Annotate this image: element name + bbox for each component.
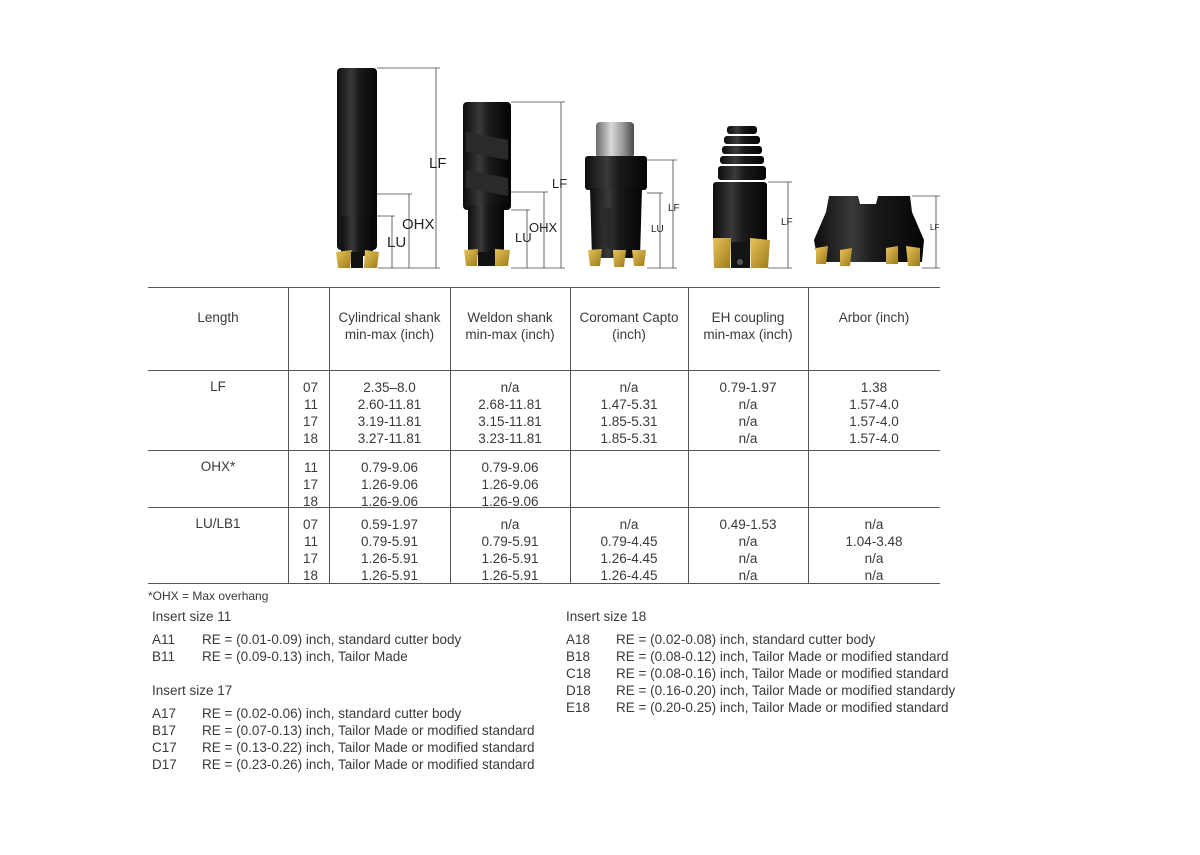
ohx-label: OHX [402, 216, 435, 233]
table-cell-value: 1.26-4.45 [600, 568, 658, 583]
header-arbor-cell [808, 287, 940, 370]
table-cell-value: 18 [302, 431, 318, 446]
table-cell-value: 1.26-9.06 [481, 494, 539, 509]
header-cylindrical-line1: Cylindrical shank [338, 310, 441, 325]
row-label: LU/LB1 [195, 516, 241, 531]
header-eh-line2: min-max (inch) [703, 327, 793, 342]
table-cell-value: n/a [500, 380, 520, 395]
insert-item [566, 631, 955, 648]
table-cell-value: 3.27-11.81 [357, 431, 422, 446]
table-cell-value: 2.35–8.0 [363, 380, 416, 395]
arbor-cell [808, 450, 940, 507]
table-cell-value: 1.57-4.0 [849, 431, 899, 446]
insert-group-17 [152, 683, 535, 773]
insert-item [152, 705, 535, 722]
table-cell-value: 07 [302, 380, 318, 395]
table-cell-value: 3.23-11.81 [478, 431, 542, 446]
eh-cell [688, 370, 808, 450]
insert-item [152, 739, 535, 756]
insert-description: RE = (0.08-0.12) inch, Tailor Made or modified standard [616, 649, 949, 664]
table-cell-value: 0.59-1.97 [360, 517, 419, 532]
table-cell-value: n/a [738, 551, 758, 566]
header-weldon-line2: min-max (inch) [465, 327, 555, 342]
table-cell-value: n/a [619, 380, 639, 395]
tool-illustrations [0, 0, 1200, 285]
cylindrical-shank-tool [336, 68, 447, 268]
footnote: *OHX = Max overhang [148, 589, 269, 603]
insert-group-18 [566, 609, 955, 716]
insert-code: D18 [566, 683, 591, 698]
table-cell-value: 1.38 [860, 380, 888, 395]
table-cell-value: n/a [738, 568, 758, 583]
lu-label: LU [651, 224, 664, 235]
insert-code: A18 [566, 632, 591, 647]
lf-label: LF [552, 176, 568, 191]
insert-code: C18 [566, 666, 591, 681]
coromant-capto-tool [585, 122, 680, 268]
table-cell-value: 18 [302, 568, 318, 583]
insert-size-cell [288, 507, 329, 583]
header-weldon-line1: Weldon shank [467, 310, 553, 325]
table-cell-value: 0.79-9.06 [360, 460, 419, 475]
insert-code: C17 [152, 740, 177, 755]
table-cell-value: 2.68-11.81 [478, 397, 542, 412]
lf-label: LF [930, 223, 940, 232]
table-cell-value: 1.04-3.48 [845, 534, 903, 549]
table-cell-value: 17 [302, 477, 318, 492]
table-cell-value: 1.85-5.31 [600, 431, 658, 446]
cylindrical-cell [329, 507, 450, 583]
header-length: Length [197, 310, 239, 325]
table-cell-value: n/a [738, 534, 758, 549]
weldon-cell [450, 450, 570, 507]
arbor-tool [814, 196, 940, 268]
eh-cell [688, 450, 808, 507]
lf-label: LF [429, 155, 447, 172]
header-capto-cell [570, 287, 688, 370]
insert-code: D17 [152, 757, 177, 772]
table-cell-value: 1.26-5.91 [481, 568, 539, 583]
table-cell-value: 1.47-5.31 [600, 397, 658, 412]
table-row [148, 450, 940, 507]
table-row [148, 370, 940, 450]
table-cell-value: 17 [302, 551, 318, 566]
table-cell-value: 0.49-1.53 [719, 517, 777, 532]
insert-code: A17 [152, 706, 177, 721]
lu-label: LU [387, 234, 407, 251]
insert-item [566, 699, 955, 716]
table-cell-value: 1.85-5.31 [600, 414, 658, 429]
eh-coupling-tool [713, 126, 793, 268]
table-cell-value: 1.26-4.45 [600, 551, 658, 566]
table-cell-value: 11 [303, 397, 318, 412]
table-cell-value: n/a [619, 517, 639, 532]
header-eh-line1: EH coupling [711, 310, 785, 325]
insert-description: RE = (0.08-0.16) inch, Tailor Made or modified standard [616, 666, 949, 681]
insert-description: RE = (0.23-0.26) inch, Tailor Made or modified standard [202, 757, 535, 772]
table-cell-value: 1.26-5.91 [481, 551, 539, 566]
header-eh-cell [688, 287, 808, 370]
table-cell-value: n/a [738, 397, 758, 412]
header-weldon-cell [450, 287, 570, 370]
table-cell-value: n/a [864, 551, 884, 566]
table-cell-value: n/a [864, 517, 884, 532]
table-row [148, 507, 940, 583]
weldon-cell [450, 507, 570, 583]
insert-item [152, 648, 461, 665]
table-cell-value: 1.26-9.06 [481, 477, 539, 492]
table-cell-value: 1.57-4.0 [849, 397, 899, 412]
insert-description: RE = (0.02-0.08) inch, standard cutter body [616, 632, 876, 647]
insert-group-11 [152, 609, 461, 665]
header-capto-line1: Coromant Capto [579, 310, 679, 325]
header-cylindrical-cell [329, 287, 450, 370]
insert-code: B17 [152, 723, 177, 738]
insert-group-title: Insert size 11 [152, 609, 232, 624]
table-cell-value: 11 [303, 460, 318, 475]
table-cell-value: 0.79-1.97 [719, 380, 777, 395]
table-cell-value: 11 [303, 534, 318, 549]
header-length-cell [148, 287, 288, 370]
table-cell-value: 1.26-5.91 [360, 568, 419, 583]
lf-label: LF [668, 203, 680, 214]
eh-cell [688, 507, 808, 583]
table-cell-value: 0.79-5.91 [360, 534, 419, 549]
capto-cell [570, 450, 688, 507]
ohx-label: OHX [529, 220, 558, 235]
header-cylindrical-line2: min-max (inch) [344, 327, 435, 342]
table-cell-value: 1.26-9.06 [360, 477, 419, 492]
table-cell-value: 1.26-5.91 [360, 551, 419, 566]
row-label: OHX* [200, 459, 236, 474]
insert-description: RE = (0.07-0.13) inch, Tailor Made or modified standard [202, 723, 535, 738]
insert-description: RE = (0.16-0.20) inch, Tailor Made or modified standardy [616, 683, 956, 698]
insert-item [152, 722, 535, 739]
insert-description: RE = (0.02-0.06) inch, standard cutter body [202, 706, 462, 721]
insert-size-cell [288, 450, 329, 507]
insert-size-cell [288, 370, 329, 450]
table-cell-value: 18 [302, 494, 318, 509]
table-cell-value: 0.79-5.91 [481, 534, 539, 549]
table-cell-value: n/a [738, 431, 758, 446]
table-cell-value: 3.15-11.81 [478, 414, 542, 429]
insert-item [152, 756, 535, 773]
table-header-row [148, 287, 940, 370]
capto-cell [570, 507, 688, 583]
table-cell-value: 0.79-9.06 [481, 460, 539, 475]
insert-code: E18 [566, 700, 591, 715]
lu-label: LU [515, 230, 532, 245]
insert-item [152, 631, 461, 648]
cylindrical-cell [329, 450, 450, 507]
table-cell-value: 17 [302, 414, 318, 429]
insert-code: A11 [152, 632, 176, 647]
table-cell-value: n/a [864, 568, 884, 583]
table-cell-value: n/a [500, 517, 520, 532]
insert-item [566, 682, 955, 699]
table-cell-value: n/a [738, 414, 758, 429]
table-cell-value: 1.57-4.0 [849, 414, 899, 429]
insert-code: B11 [152, 649, 176, 664]
table-cell-value: 0.79-4.45 [600, 534, 658, 549]
insert-description: RE = (0.13-0.22) inch, Tailor Made or modified standard [202, 740, 535, 755]
header-capto-line2: (inch) [612, 327, 646, 342]
row-label: LF [210, 379, 226, 394]
arbor-cell [808, 507, 940, 583]
table-cell-value: 1.26-9.06 [360, 494, 419, 509]
arbor-cell [808, 370, 940, 450]
table-cell-value: 2.60-11.81 [357, 397, 422, 412]
insert-description: RE = (0.20-0.25) inch, Tailor Made or modified standard [616, 700, 949, 715]
weldon-shank-tool [463, 102, 567, 268]
lf-label: LF [781, 217, 793, 228]
insert-item [566, 648, 955, 665]
insert-item [566, 665, 955, 682]
insert-code: B18 [566, 649, 591, 664]
header-arbor-line1: Arbor (inch) [838, 310, 910, 325]
insert-description: RE = (0.09-0.13) inch, Tailor Made [202, 649, 408, 664]
capto-cell [570, 370, 688, 450]
insert-description: RE = (0.01-0.09) inch, standard cutter body [202, 632, 462, 647]
weldon-cell [450, 370, 570, 450]
cylindrical-cell [329, 370, 450, 450]
insert-group-title: Insert size 18 [566, 609, 647, 624]
insert-group-title: Insert size 17 [152, 683, 233, 698]
table-cell-value: 07 [302, 517, 318, 532]
table-cell-value: 3.19-11.81 [357, 414, 422, 429]
